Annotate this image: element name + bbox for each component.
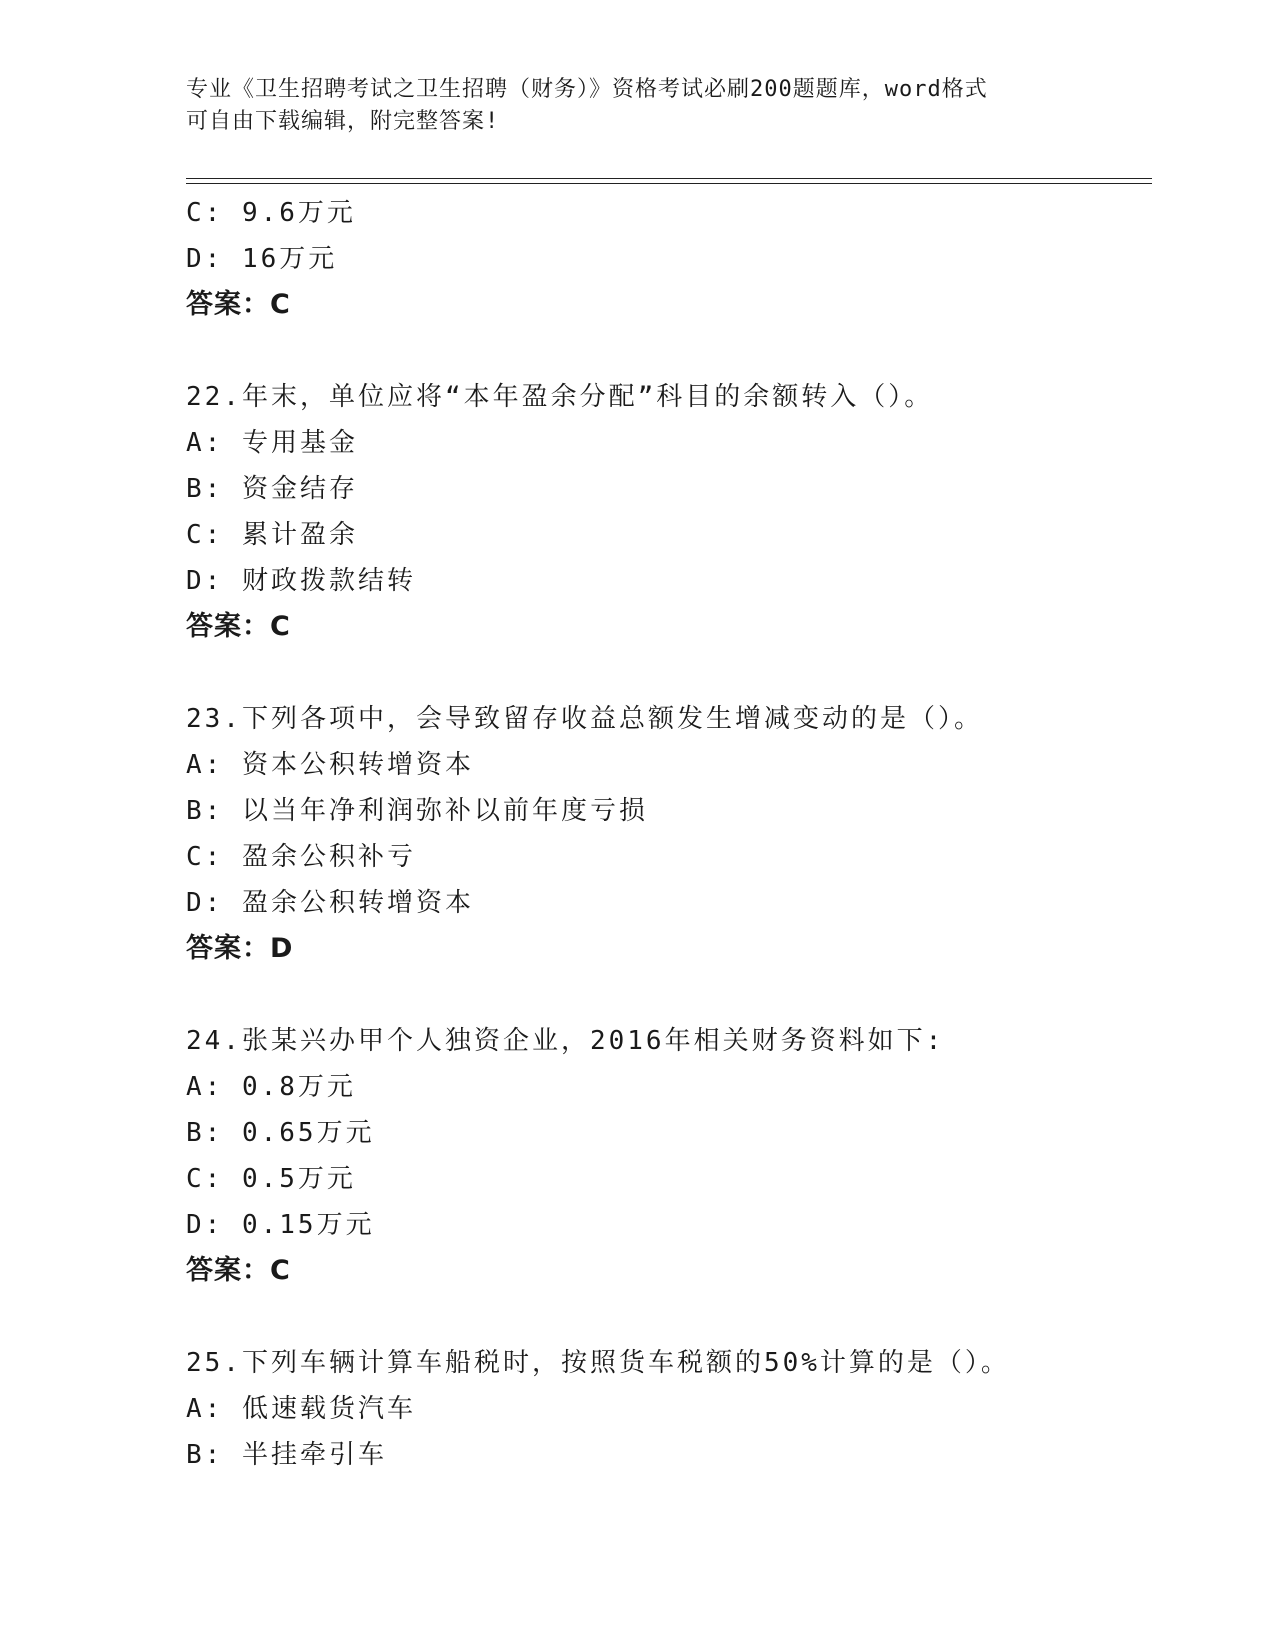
answer-label: 答案：C [186,1255,291,1286]
option-d: D: 16万元 [186,244,338,274]
option-b: B: 资金结存 [186,474,358,504]
option-c: C: 9.6万元 [186,198,356,228]
question-22 [186,374,1146,650]
option-d: D: 0.15万元 [186,1210,375,1240]
spacer [186,1294,1146,1340]
header-divider-top [186,178,1152,179]
answer-label: 答案：D [186,933,294,964]
option-a: A: 专用基金 [186,428,358,458]
option-c: C: 0.5万元 [186,1164,356,1194]
answer-label: 答案：C [186,289,291,320]
document-body [186,190,1146,1478]
option-d: D: 盈余公积转增资本 [186,888,474,918]
question-23 [186,696,1146,972]
spacer [186,650,1146,696]
question-stem: 22.年末，单位应将“本年盈余分配”科目的余额转入（）。 [186,382,934,412]
option-d: D: 财政拨款结转 [186,566,416,596]
header-title-line-2: 可自由下载编辑，附完整答案! [186,109,500,134]
question-21-fragment [186,190,1146,328]
document-header [186,74,1086,138]
question-24 [186,1018,1146,1294]
option-b: B: 0.65万元 [186,1118,375,1148]
option-c: C: 盈余公积补亏 [186,842,416,872]
option-a: A: 0.8万元 [186,1072,356,1102]
question-stem: 24.张某兴办甲个人独资企业，2016年相关财务资料如下: [186,1026,945,1056]
spacer [186,972,1146,1018]
option-a: A: 资本公积转增资本 [186,750,474,780]
header-title-line-1: 专业《卫生招聘考试之卫生招聘（财务）》资格考试必刷200题题库，word格式 [186,77,988,102]
question-25 [186,1340,1146,1478]
question-stem: 23.下列各项中，会导致留存收益总额发生增减变动的是（）。 [186,704,983,734]
spacer [186,328,1146,374]
option-c: C: 累计盈余 [186,520,358,550]
answer-label: 答案：C [186,611,291,642]
question-stem: 25.下列车辆计算车船税时，按照货车税额的50%计算的是（）。 [186,1348,1010,1378]
option-a: A: 低速载货汽车 [186,1394,416,1424]
option-b: B: 半挂牵引车 [186,1440,387,1470]
header-divider-bottom [186,183,1152,184]
option-b: B: 以当年净利润弥补以前年度亏损 [186,796,648,826]
